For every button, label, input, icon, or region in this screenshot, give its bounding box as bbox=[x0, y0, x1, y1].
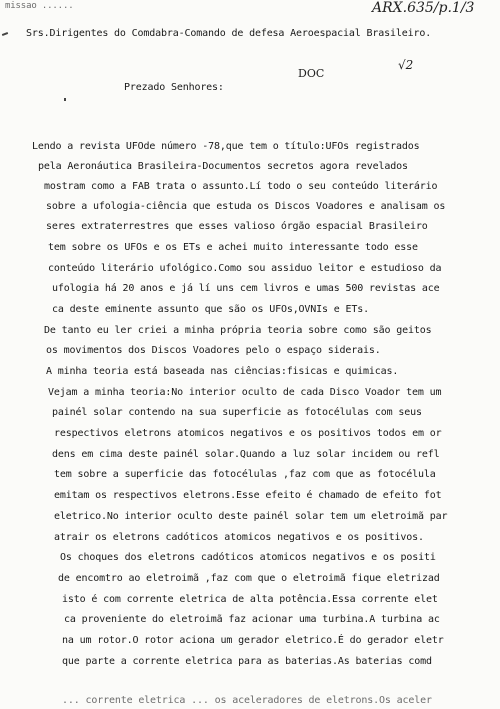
body-line: Lendo a revista UFOde número -78,que tem o título:UFOs registrados bbox=[32, 141, 420, 152]
faded-header-text: missao ...... bbox=[5, 1, 74, 11]
body-line: isto é com corrente eletrica de alta potência.Essa corrente elet bbox=[62, 594, 438, 605]
body-line: de encomtro ao eletroimã ,faz com que o eletroimã fique eletrizad bbox=[58, 573, 440, 584]
body-line: mostram como a FAB trata o assunto.Lí todo o seu conteúdo literário bbox=[44, 181, 438, 192]
body-line: ufologia há 20 anos e já lí uns cem livros e umas 500 revistas ace bbox=[52, 283, 440, 294]
body-line-cut-off: ... corrente eletrica ... os aceleradores de eletrons.Os aceler bbox=[62, 695, 432, 706]
body-line: ca deste eminente assunto que são os UFOs,OVNIs e ETs. bbox=[52, 304, 370, 315]
body-line: os movimentos dos Discos Voadores pelo o espaço siderais. bbox=[46, 345, 381, 356]
body-line: pela Aeronáutica Brasileira-Documentos secretos agora revelados bbox=[38, 161, 408, 172]
body-line: dens em cima deste painél solar.Quando a luz solar incidem ou refl bbox=[52, 449, 440, 460]
doc-annotation: DOC bbox=[298, 67, 325, 80]
body-line: tem sobre a superficie das fotocélulas ,faz com que as fotocélula bbox=[54, 469, 436, 480]
salutation-line: Srs.Dirigentes do Comdabra-Comando de defesa Aeroespacial Brasileiro. bbox=[26, 28, 432, 39]
greeting-line: Prezado Senhores: bbox=[124, 82, 224, 93]
body-line: tem sobre os UFOs e os ETs e achei muito interessante todo esse bbox=[48, 242, 418, 253]
body-line: A minha teoria está baseada nas ciências:fisicas e quimicas. bbox=[46, 366, 399, 377]
body-line: Vejam a minha teoria:No interior oculto de cada Disco Voador tem um bbox=[48, 387, 442, 398]
stray-mark bbox=[64, 98, 66, 101]
body-line: seres extraterrestres que esses valioso órgão espacial Brasileiro bbox=[46, 221, 428, 232]
body-line: na um rotor.O rotor aciona um gerador eletrico.É do gerador eletr bbox=[62, 635, 444, 646]
body-line: respectivos eletrons atomicos negativos e os positivos todos em or bbox=[54, 428, 442, 439]
body-line: ca proveniente do eletroimã faz acionar uma turbina.A turbina ac bbox=[64, 614, 440, 625]
body-line: conteúdo literário ufológico.Como sou assiduo leitor e estudioso da bbox=[48, 263, 442, 274]
body-line: atrair os eletrons cadóticos atomicos negativos e os positivos. bbox=[54, 532, 424, 543]
body-line: que parte a corrente eletrica para as baterias.As baterias comd bbox=[62, 656, 432, 667]
body-line: sobre a ufologia-ciência que estuda os Discos Voadores e analisam os bbox=[46, 201, 446, 212]
side-annotation: √2 bbox=[398, 58, 414, 72]
body-line: eletrico.No interior oculto deste painél solar tem um eletroimã par bbox=[54, 511, 448, 522]
archive-reference-annotation: ARX.635/p.1/3 bbox=[372, 0, 475, 16]
body-line: painél solar contendo na sua superficie as fotocélulas com seus bbox=[52, 407, 422, 418]
body-line: Os choques dos eletrons cadóticos atomicos negativos e os positi bbox=[60, 552, 436, 563]
stray-mark bbox=[2, 32, 8, 36]
body-line: De tanto eu ler criei a minha própria teoria sobre como são geitos bbox=[44, 325, 432, 336]
body-line: emitam os respectivos eletrons.Esse efeito é chamado de efeito fot bbox=[54, 490, 442, 501]
